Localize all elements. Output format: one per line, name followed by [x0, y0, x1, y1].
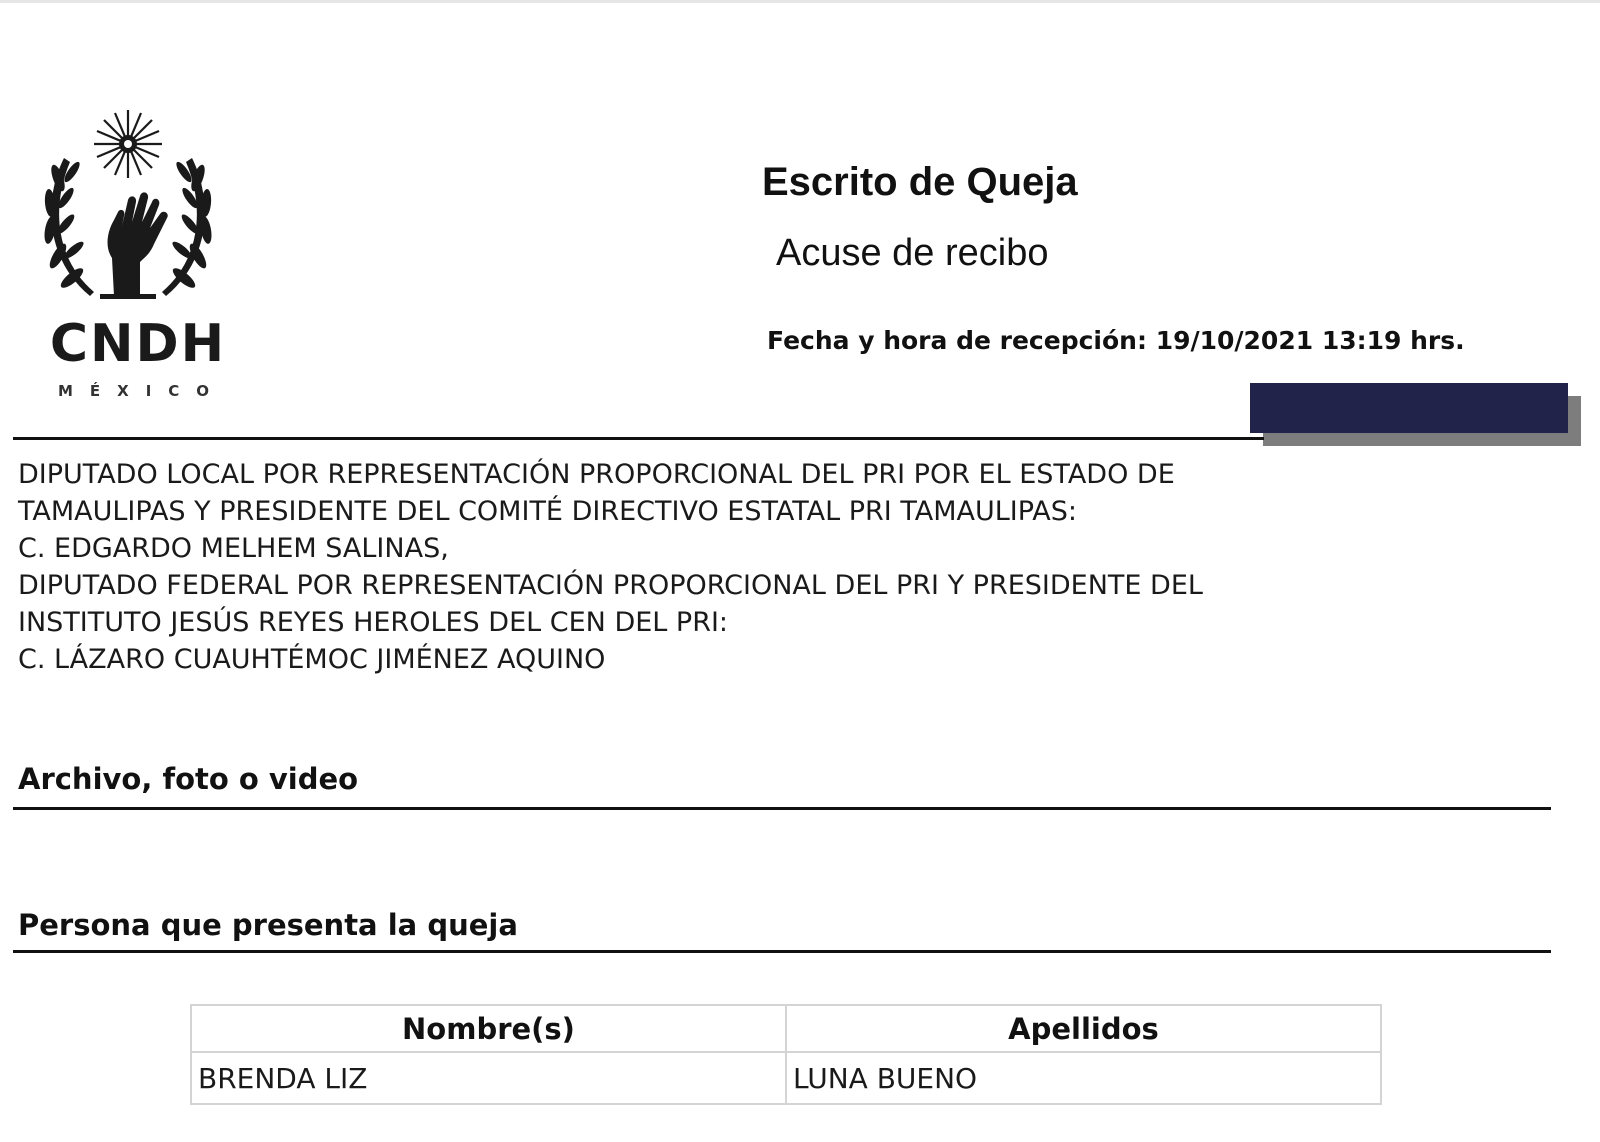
- attachments-section-title: Archivo, foto o video: [18, 762, 359, 796]
- column-header-names: Nombre(s): [191, 1005, 786, 1052]
- cell-names: BRENDA LIZ: [191, 1052, 786, 1104]
- reception-value: 19/10/2021 13:19 hrs.: [1155, 326, 1465, 355]
- complainant-table: [190, 1004, 1382, 1105]
- cell-surnames: LUNA BUENO: [786, 1052, 1381, 1104]
- complainant-section-title: Persona que presenta la queja: [18, 908, 518, 942]
- table-header-row: [191, 1005, 1381, 1052]
- complainant-divider: [13, 950, 1551, 953]
- cndh-emblem-icon: [30, 108, 240, 318]
- authority-line: C. LÁZARO CUAUHTÉMOC JIMÉNEZ AQUINO: [18, 644, 606, 675]
- logo-country: MÉXICO: [57, 382, 227, 400]
- header-divider: [13, 437, 1264, 440]
- top-border: [0, 0, 1600, 3]
- reception-datetime: [767, 326, 1465, 355]
- logo-name: CNDH: [49, 314, 227, 374]
- authority-line: INSTITUTO JESÚS REYES HEROLES DEL CEN DEL PRI:: [18, 607, 729, 638]
- reception-label: Fecha y hora de recepción:: [767, 326, 1147, 355]
- page-subtitle: Acuse de recibo: [776, 232, 1049, 274]
- table-row: [191, 1052, 1381, 1104]
- authority-line: C. EDGARDO MELHEM SALINAS,: [18, 533, 449, 564]
- authority-line: TAMAULIPAS Y PRESIDENTE DEL COMITÉ DIRECTIVO ESTATAL PRI TAMAULIPAS:: [18, 496, 1077, 527]
- authority-line: DIPUTADO FEDERAL POR REPRESENTACIÓN PROPORCIONAL DEL PRI Y PRESIDENTE DEL: [18, 570, 1203, 601]
- redaction-block: [1250, 383, 1568, 433]
- authority-line: DIPUTADO LOCAL POR REPRESENTACIÓN PROPORCIONAL DEL PRI POR EL ESTADO DE: [18, 459, 1175, 490]
- attachments-divider: [13, 807, 1551, 810]
- page-title: Escrito de Queja: [762, 160, 1078, 204]
- cndh-logo: [30, 108, 240, 408]
- column-header-surnames: Apellidos: [786, 1005, 1381, 1052]
- authorities-list: [18, 456, 1578, 678]
